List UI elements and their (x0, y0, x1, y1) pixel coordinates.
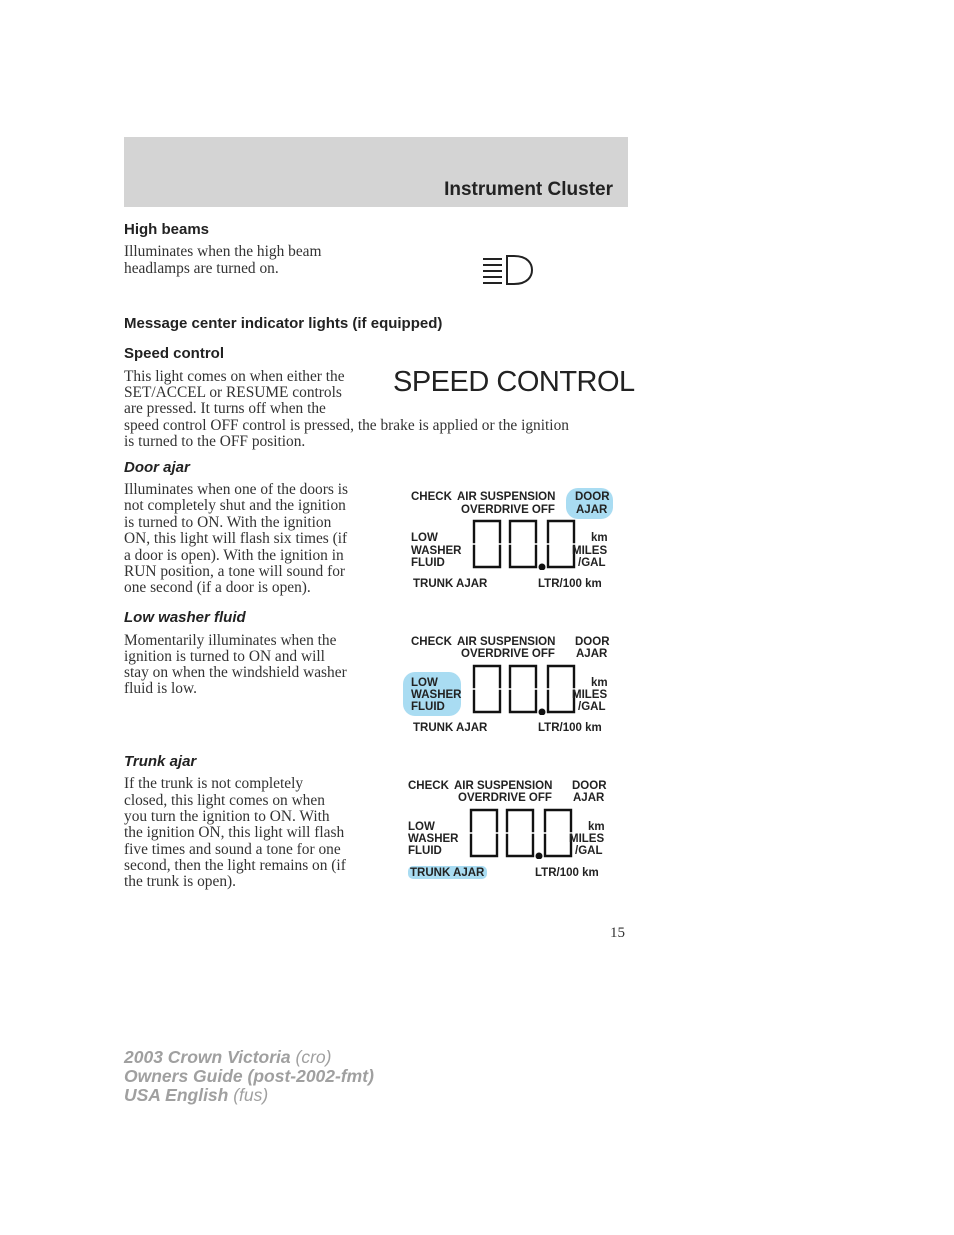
ajar-label: AJAR (573, 792, 605, 804)
speed-control-line-3: are pressed. It turns off when the (124, 400, 326, 417)
document-footer (124, 1048, 374, 1105)
footer-model: 2003 Crown Victoria (124, 1047, 291, 1067)
footer-line-1 (124, 1048, 374, 1067)
ajar-label: AJAR (576, 648, 608, 660)
seven-segment-digits (470, 663, 580, 715)
footer-language-code: (fus) (228, 1085, 269, 1105)
message-center-display-low-washer-fluid (410, 633, 640, 753)
check-label: CHECK (408, 780, 449, 792)
low-label: LOW (411, 677, 438, 689)
gal-label: /GAL (575, 845, 603, 857)
speed-control-line-5: is turned to the OFF position. (124, 433, 306, 450)
fluid-label: FLUID (411, 557, 445, 569)
low-label: LOW (411, 532, 438, 544)
footer-language: USA English (124, 1085, 229, 1105)
footer-line-2: Owners Guide (post-2002-fmt) (124, 1066, 374, 1086)
low-washer-fluid-line: Momentarily illuminates when the (124, 632, 337, 649)
ajar-label: AJAR (576, 504, 608, 516)
speed-control-line-2: SET/ACCEL or RESUME controls (124, 384, 342, 401)
trunk-ajar-line: five times and sound a tone for one (124, 841, 341, 858)
trunk-ajar-line: the ignition ON, this light will flash (124, 824, 345, 841)
door-ajar-line: not completely shut and the ignition (124, 497, 346, 514)
trunk-ajar-label: TRUNK AJAR (413, 578, 488, 590)
overdrive-off-label: OVERDRIVE OFF (461, 648, 555, 660)
door-label: DOOR (575, 636, 610, 648)
gal-label: /GAL (578, 701, 606, 713)
speed-control-display: SPEED CONTROL (393, 366, 635, 398)
speed-control-heading: Speed control (124, 345, 225, 362)
trunk-ajar-label: TRUNK AJAR (413, 722, 488, 734)
ltr-per-100km-label: LTR/100 km (538, 722, 602, 734)
speed-control-line-4: speed control OFF control is pressed, the brake is applied or the ignition (124, 417, 569, 434)
air-suspension-label: AIR SUSPENSION (457, 636, 556, 648)
door-ajar-line: Illuminates when one of the doors is (124, 481, 348, 498)
check-label: CHECK (411, 636, 452, 648)
washer-label: WASHER (411, 545, 462, 557)
door-ajar-heading: Door ajar (124, 459, 190, 476)
miles-label: MILES (569, 833, 605, 845)
door-label: DOOR (575, 491, 610, 503)
high-beams-text-line-1: Illuminates when the high beam (124, 243, 322, 260)
low-label: LOW (408, 821, 435, 833)
message-center-display-trunk-ajar (407, 777, 637, 897)
km-label: km (591, 532, 608, 544)
air-suspension-label: AIR SUSPENSION (454, 780, 553, 792)
trunk-ajar-heading: Trunk ajar (124, 753, 197, 770)
high-beams-heading: High beams (124, 221, 210, 238)
fluid-label: FLUID (408, 845, 442, 857)
overdrive-off-label: OVERDRIVE OFF (458, 792, 552, 804)
low-washer-fluid-heading: Low washer fluid (124, 609, 246, 626)
footer-model-code: (cro) (290, 1047, 332, 1067)
trunk-ajar-line: you turn the ignition to ON. With (124, 808, 330, 825)
page-number: 15 (610, 925, 625, 941)
high-beams-text-line-2: headlamps are turned on. (124, 260, 279, 277)
door-ajar-line: ON, this light will flash six times (if (124, 530, 348, 547)
miles-label: MILES (572, 689, 608, 701)
seven-segment-digits (467, 807, 577, 859)
section-header-band (124, 137, 628, 207)
high-beam-icon (478, 252, 538, 288)
footer-line-3 (124, 1086, 374, 1105)
air-suspension-label: AIR SUSPENSION (457, 491, 556, 503)
message-center-display-door-ajar (410, 488, 640, 608)
km-label: km (591, 677, 608, 689)
message-center-heading: Message center indicator lights (if equipped) (124, 315, 443, 332)
low-washer-fluid-line: stay on when the windshield washer (124, 664, 347, 681)
washer-label: WASHER (411, 689, 462, 701)
gal-label: /GAL (578, 557, 606, 569)
seven-segment-digits (470, 518, 580, 570)
trunk-ajar-line: the trunk is open). (124, 873, 236, 890)
door-ajar-line: RUN position, a tone will sound for (124, 563, 346, 580)
door-ajar-line: is turned to ON. With the ignition (124, 514, 332, 531)
washer-label: WASHER (408, 833, 459, 845)
trunk-ajar-line: If the trunk is not completely (124, 775, 304, 792)
door-ajar-line: one second (if a door is open). (124, 579, 311, 596)
trunk-ajar-line: closed, this light comes on when (124, 792, 325, 809)
ltr-per-100km-label: LTR/100 km (535, 867, 599, 879)
door-label: DOOR (572, 780, 607, 792)
miles-label: MILES (572, 545, 608, 557)
door-ajar-line: a door is open). With the ignition in (124, 547, 344, 564)
trunk-ajar-line: second, then the light remains on (if (124, 857, 346, 874)
trunk-ajar-label: TRUNK AJAR (410, 867, 485, 879)
low-washer-fluid-line: fluid is low. (124, 680, 197, 697)
section-title: Instrument Cluster (444, 179, 613, 200)
check-label: CHECK (411, 491, 452, 503)
fluid-label: FLUID (411, 701, 445, 713)
speed-control-line-1: This light comes on when either the (124, 368, 345, 385)
low-washer-fluid-line: ignition is turned to ON and will (124, 648, 325, 665)
overdrive-off-label: OVERDRIVE OFF (461, 504, 555, 516)
km-label: km (588, 821, 605, 833)
ltr-per-100km-label: LTR/100 km (538, 578, 602, 590)
